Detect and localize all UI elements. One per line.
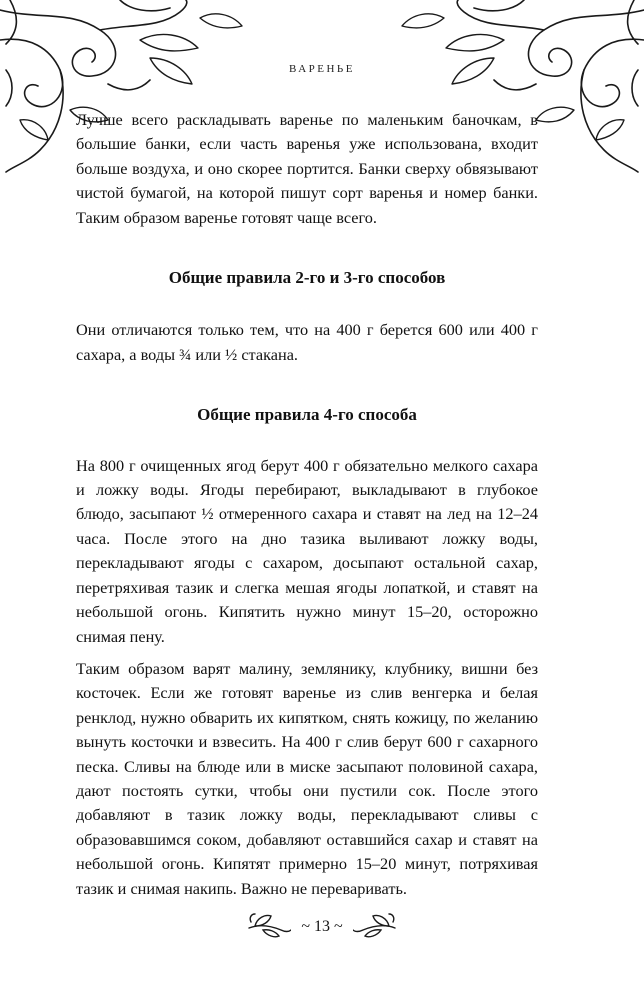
leaf-flourish-left-icon <box>247 912 291 942</box>
running-head: ВАРЕНЬЕ <box>289 63 355 75</box>
page-footer <box>0 910 644 944</box>
paragraph-1: Лучше всего раскладывать варенье по маленьким баночкам, в большие банки, если часть варенья уже использована, входит больше воздуха, и оно скорее портится. Банки сверху обвязывают чистой бумагой, на которой пишут сорт варенья и номер банки. Таким образом варенье готовят чаще всего. <box>76 110 538 227</box>
section-heading-2: Общие правила 4-го способа <box>197 405 417 425</box>
page-body <box>76 108 538 909</box>
paragraph-2: Они отличаются только тем, что на 400 г берется 600 или 400 г сахара, а воды ¾ или ½ стакана. <box>76 320 538 364</box>
section-heading-1: Общие правила 2-го и 3-го способов <box>168 268 446 288</box>
paragraph-3: На 800 г очищенных ягод берут 400 г обязательно мелкого сахара и ложку воды. Ягоды перебирают, выкладывают в глубокое блюдо, засыпают ½ отмеренного сахара и ставят на лед на 12–24 часа. После этого на дно тазика выливают ложку воды, перекладывают ягоды с сахаром, досыпают остальной сахар, перетряхивая тазик и слегка мешая ягоды лопаткой, и ставят на небольшой огонь. Кипятить нужно минут 15–20, осторожно снимая пену. <box>76 455 538 646</box>
leaf-flourish-right-icon <box>353 912 397 942</box>
page-number: ~ 13 ~ <box>301 918 343 935</box>
paragraph-4: Таким образом варят малину, землянику, клубнику, вишни без косточек. Если же готовят варенье из слив венгерка и белая ренклод, нужно обварить их кипятком, снять кожицу, по желанию вынуть косточки и взвесить. На 400 г слив берут 600 г сахарного песка. Сливы на блюде или в миске засыпают половиной сахара, дают постоять сутки, чтобы они пустили сок. После этого добавляют в тазик ложку воды, перекладывают сливы с образовавшимся соком, добавляют оставшийся сахар и ставят на небольшой огонь. Кипятят примерно 15–20 минут, потряхивая тазик и снимая накипь. Важно не переваривать. <box>76 658 538 898</box>
